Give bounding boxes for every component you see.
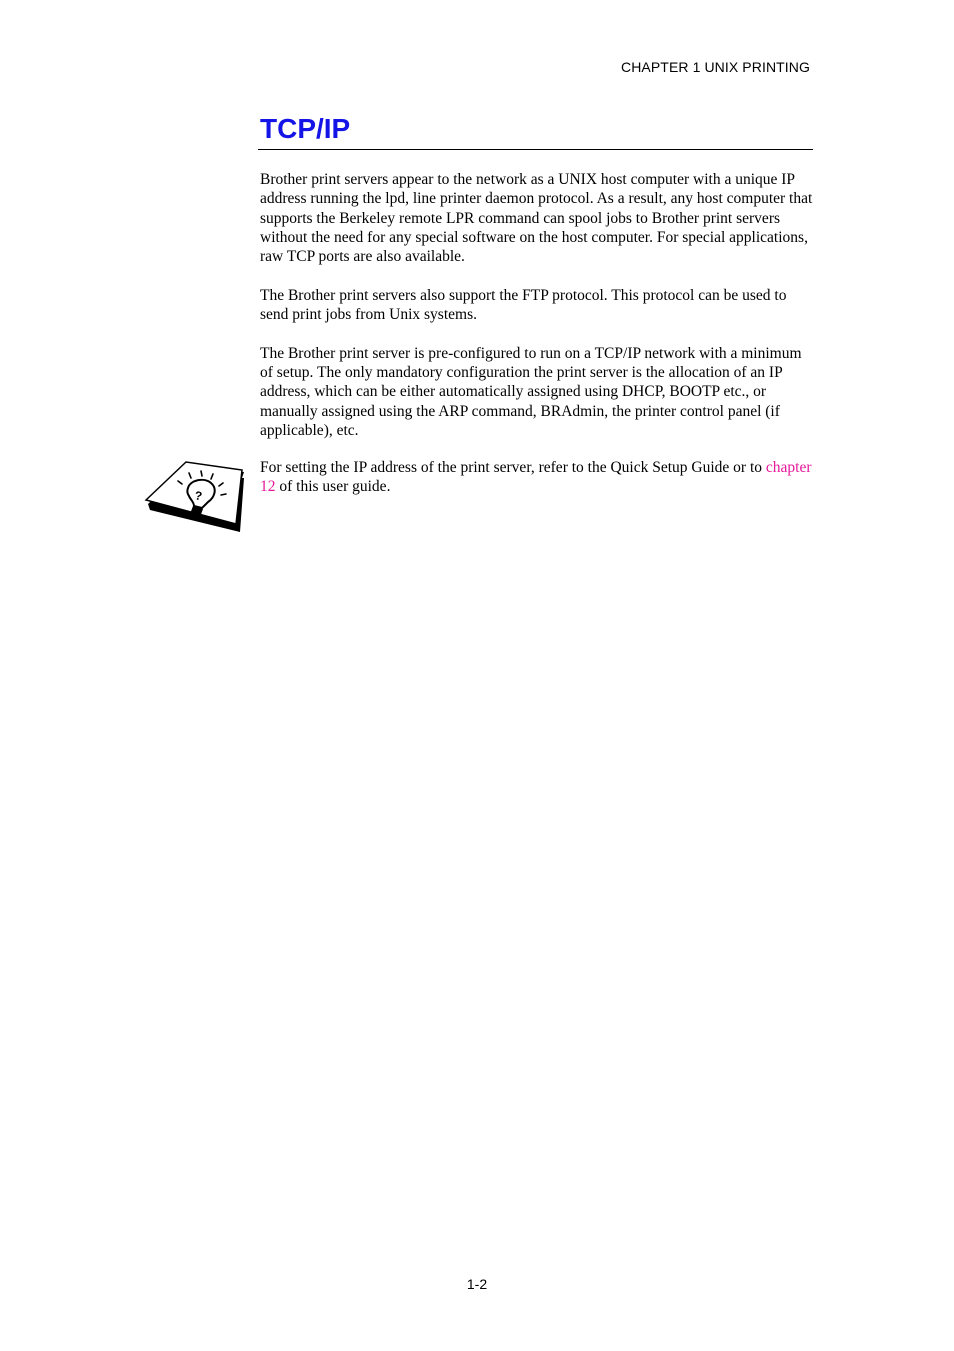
section-title: TCP/IP <box>258 110 813 150</box>
paragraph-ftp: The Brother print servers also support the FTP protocol. This protocol can be used to send print jobs from Unix systems. <box>260 286 787 324</box>
note-text-before: For setting the IP address of the print server, refer to the Quick Setup Guide or to <box>260 459 766 476</box>
lightbulb-note-icon <box>144 458 246 534</box>
paragraph-intro: Brother print servers appear to the network as a UNIX host computer with a unique IP address running the lpd, line printer daemon protocol. As a result, any host computer that supports the Berkeley remote LPR command can spool jobs to Brother print servers without the need for any special software on the host computer. For special applications, raw TCP ports are also available. <box>260 171 813 266</box>
page-number: 1-2 <box>466 1276 488 1292</box>
section-tcp-ip <box>258 110 813 440</box>
running-header: CHAPTER 1 UNIX PRINTING <box>621 59 810 75</box>
note-text <box>260 458 814 497</box>
note-text-after: of this user guide. <box>275 478 391 496</box>
paragraph-setup: The Brother print server is pre-configured to run on a TCP/IP network with a minimum of setup. The only mandatory configuration the print server is the allocation of an IP address, which can be either automatically assigned using DHCP, BOOTP etc., or manually assigned using the ARP command, BRAdmin, the printer control panel (if applicable), etc. <box>260 344 802 439</box>
chapter-12-link[interactable]: chapter 12 <box>260 459 812 496</box>
svg-text:?: ? <box>193 488 204 504</box>
